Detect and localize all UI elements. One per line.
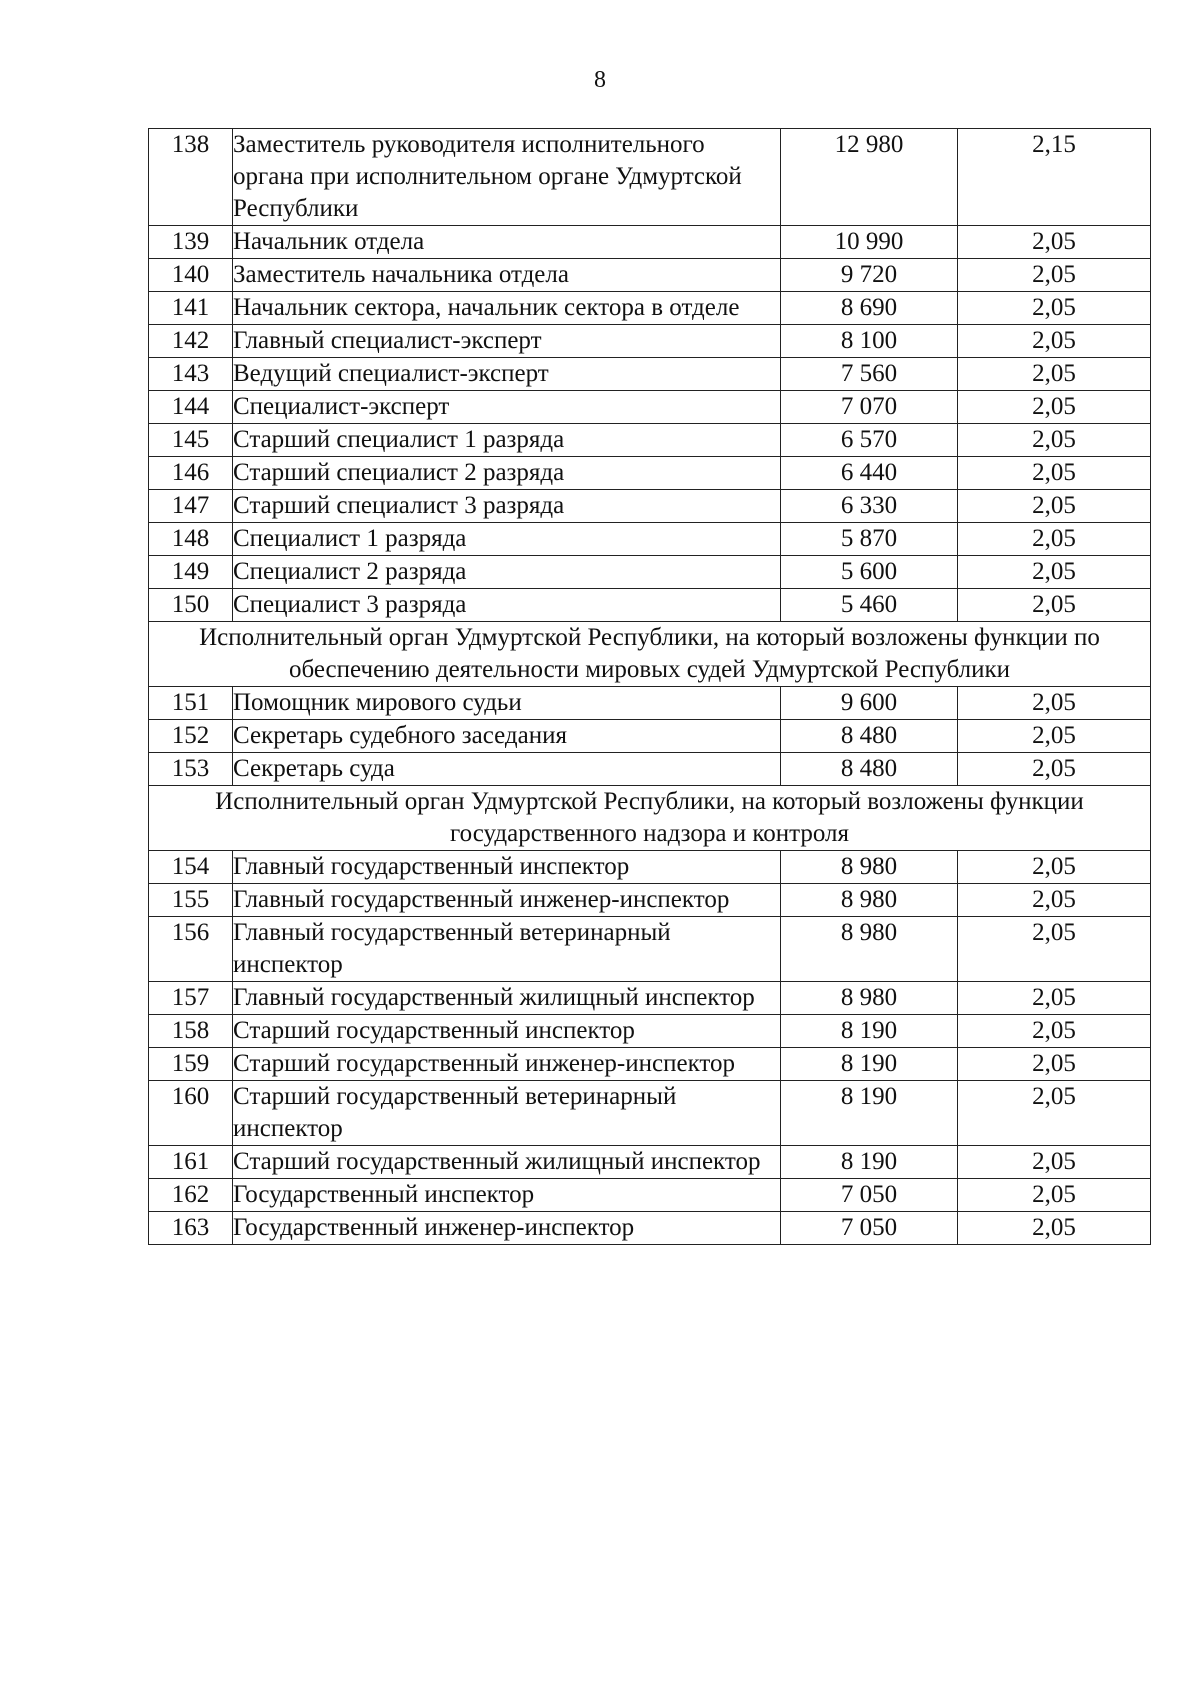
row-number: 140	[149, 259, 233, 292]
salary-value: 8 190	[781, 1048, 958, 1081]
table-row	[149, 358, 1151, 391]
salary-value: 8 980	[781, 917, 958, 982]
coefficient-value: 2,05	[958, 358, 1151, 391]
table-row	[149, 424, 1151, 457]
salary-value: 5 600	[781, 556, 958, 589]
position-name: Старший специалист 3 разряда	[233, 490, 781, 523]
position-name: Старший государственный ветеринарный инспектор	[233, 1081, 781, 1146]
position-name: Специалист 1 разряда	[233, 523, 781, 556]
salary-value: 7 560	[781, 358, 958, 391]
coefficient-value: 2,05	[958, 917, 1151, 982]
table-row	[149, 1179, 1151, 1212]
coefficient-value: 2,05	[958, 292, 1151, 325]
row-number: 138	[149, 129, 233, 226]
table-row	[149, 1015, 1151, 1048]
table-row	[149, 1081, 1151, 1146]
coefficient-value: 2,05	[958, 1048, 1151, 1081]
position-name: Главный государственный ветеринарный инспектор	[233, 917, 781, 982]
position-name: Главный государственный инспектор	[233, 851, 781, 884]
row-number: 141	[149, 292, 233, 325]
coefficient-value: 2,05	[958, 1179, 1151, 1212]
row-number: 158	[149, 1015, 233, 1048]
coefficient-value: 2,05	[958, 589, 1151, 622]
table-row	[149, 917, 1151, 982]
position-name: Секретарь судебного заседания	[233, 720, 781, 753]
coefficient-value: 2,15	[958, 129, 1151, 226]
row-number: 148	[149, 523, 233, 556]
coefficient-value: 2,05	[958, 1015, 1151, 1048]
salary-value: 12 980	[781, 129, 958, 226]
position-name: Старший специалист 1 разряда	[233, 424, 781, 457]
table-row	[149, 490, 1151, 523]
coefficient-value: 2,05	[958, 851, 1151, 884]
salary-value: 6 330	[781, 490, 958, 523]
row-number: 152	[149, 720, 233, 753]
salary-value: 8 980	[781, 851, 958, 884]
position-name: Старший государственный инспектор	[233, 1015, 781, 1048]
coefficient-value: 2,05	[958, 490, 1151, 523]
table-row	[149, 129, 1151, 226]
coefficient-value: 2,05	[958, 259, 1151, 292]
salary-value: 9 720	[781, 259, 958, 292]
position-name: Главный государственный жилищный инспектор	[233, 982, 781, 1015]
salary-value: 10 990	[781, 226, 958, 259]
positions-table	[148, 128, 1151, 1245]
position-name: Государственный инспектор	[233, 1179, 781, 1212]
row-number: 150	[149, 589, 233, 622]
table-row	[149, 325, 1151, 358]
table-row	[149, 753, 1151, 786]
table-row	[149, 1048, 1151, 1081]
row-number: 146	[149, 457, 233, 490]
table-row	[149, 391, 1151, 424]
row-number: 159	[149, 1048, 233, 1081]
coefficient-value: 2,05	[958, 687, 1151, 720]
row-number: 151	[149, 687, 233, 720]
table-row	[149, 523, 1151, 556]
position-name: Специалист 2 разряда	[233, 556, 781, 589]
row-number: 147	[149, 490, 233, 523]
section-heading-row	[149, 622, 1151, 687]
salary-value: 5 870	[781, 523, 958, 556]
table-row	[149, 851, 1151, 884]
row-number: 157	[149, 982, 233, 1015]
salary-value: 7 070	[781, 391, 958, 424]
coefficient-value: 2,05	[958, 523, 1151, 556]
row-number: 156	[149, 917, 233, 982]
row-number: 143	[149, 358, 233, 391]
position-name: Заместитель руководителя исполнительного органа при исполнительном органе Удмуртской Республики	[233, 129, 781, 226]
salary-value: 8 480	[781, 753, 958, 786]
salary-value: 8 100	[781, 325, 958, 358]
salary-value: 7 050	[781, 1212, 958, 1245]
row-number: 162	[149, 1179, 233, 1212]
salary-value: 7 050	[781, 1179, 958, 1212]
coefficient-value: 2,05	[958, 753, 1151, 786]
salary-value: 6 440	[781, 457, 958, 490]
row-number: 154	[149, 851, 233, 884]
table-row	[149, 457, 1151, 490]
position-name: Старший специалист 2 разряда	[233, 457, 781, 490]
row-number: 144	[149, 391, 233, 424]
table-row	[149, 589, 1151, 622]
salary-value: 9 600	[781, 687, 958, 720]
table-row	[149, 292, 1151, 325]
row-number: 145	[149, 424, 233, 457]
salary-value: 8 980	[781, 884, 958, 917]
salary-value: 8 190	[781, 1081, 958, 1146]
position-name: Помощник мирового судьи	[233, 687, 781, 720]
table-row	[149, 884, 1151, 917]
salary-value: 5 460	[781, 589, 958, 622]
position-name: Ведущий специалист-эксперт	[233, 358, 781, 391]
salary-value: 8 980	[781, 982, 958, 1015]
table-row	[149, 982, 1151, 1015]
coefficient-value: 2,05	[958, 457, 1151, 490]
position-name: Заместитель начальника отдела	[233, 259, 781, 292]
coefficient-value: 2,05	[958, 226, 1151, 259]
salary-value: 8 190	[781, 1146, 958, 1179]
coefficient-value: 2,05	[958, 884, 1151, 917]
row-number: 155	[149, 884, 233, 917]
coefficient-value: 2,05	[958, 982, 1151, 1015]
coefficient-value: 2,05	[958, 1212, 1151, 1245]
coefficient-value: 2,05	[958, 325, 1151, 358]
row-number: 160	[149, 1081, 233, 1146]
coefficient-value: 2,05	[958, 720, 1151, 753]
coefficient-value: 2,05	[958, 391, 1151, 424]
position-name: Старший государственный жилищный инспектор	[233, 1146, 781, 1179]
salary-value: 6 570	[781, 424, 958, 457]
table-row	[149, 259, 1151, 292]
row-number: 149	[149, 556, 233, 589]
salary-value: 8 480	[781, 720, 958, 753]
table-row	[149, 1212, 1151, 1245]
table-row	[149, 720, 1151, 753]
coefficient-value: 2,05	[958, 1081, 1151, 1146]
position-name: Специалист-эксперт	[233, 391, 781, 424]
coefficient-value: 2,05	[958, 556, 1151, 589]
position-name: Специалист 3 разряда	[233, 589, 781, 622]
table-row	[149, 1146, 1151, 1179]
position-name: Старший государственный инженер-инспектор	[233, 1048, 781, 1081]
position-name: Начальник сектора, начальник сектора в отделе	[233, 292, 781, 325]
position-name: Государственный инженер-инспектор	[233, 1212, 781, 1245]
table-row	[149, 687, 1151, 720]
position-name: Главный государственный инженер-инспектор	[233, 884, 781, 917]
position-name: Начальник отдела	[233, 226, 781, 259]
page-number: 8	[594, 67, 606, 93]
section-heading: Исполнительный орган Удмуртской Республики, на который возложены функции государственного надзора и контроля	[149, 786, 1151, 851]
position-name: Главный специалист-эксперт	[233, 325, 781, 358]
row-number: 139	[149, 226, 233, 259]
row-number: 161	[149, 1146, 233, 1179]
salary-value: 8 190	[781, 1015, 958, 1048]
table-body	[149, 129, 1151, 1245]
table-row	[149, 556, 1151, 589]
row-number: 163	[149, 1212, 233, 1245]
position-name: Секретарь суда	[233, 753, 781, 786]
salary-value: 8 690	[781, 292, 958, 325]
table-row	[149, 226, 1151, 259]
coefficient-value: 2,05	[958, 1146, 1151, 1179]
coefficient-value: 2,05	[958, 424, 1151, 457]
section-heading: Исполнительный орган Удмуртской Республики, на который возложены функции по обеспечению деятельности мировых судей Удмуртской Республики	[149, 622, 1151, 687]
section-heading-row	[149, 786, 1151, 851]
row-number: 142	[149, 325, 233, 358]
row-number: 153	[149, 753, 233, 786]
